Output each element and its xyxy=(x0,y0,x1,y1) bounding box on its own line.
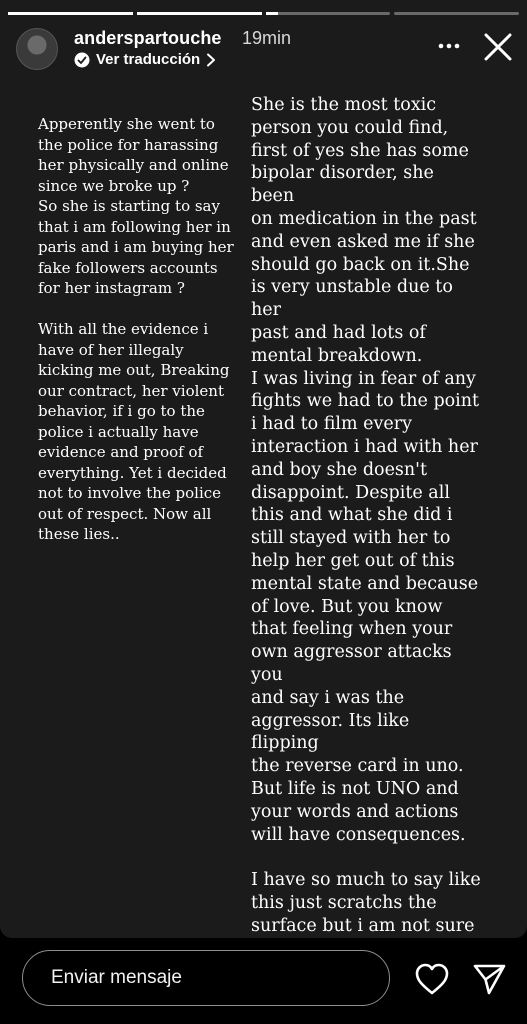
progress-segment xyxy=(266,12,391,15)
story-header xyxy=(16,26,515,74)
progress-segment xyxy=(137,12,262,15)
progress-segment xyxy=(8,12,133,15)
story-text-left: Apperently she went to the police for harassing her physically and online since we broke up ? So she is starting to say that i am following her in paris and i am buying her fake followers accounts for her instagram ? With all the evidence i have of her illegaly kicking me out, Breaking our contract, her violent behavior, if i go to the police i actually have evidence and proof of everything. Yet i decided not to involve the police out of respect. Now all these lies.. xyxy=(38,115,234,543)
story-text-right: She is the most toxic person you could find, first of yes she has some bipolar disorder, she been on medication in the past and even asked me if she should go back on it.She is very unstable due to her past and had lots of mental breakdown. I was living in fear of any fights we had to the point i had to film every interaction i had with her and boy she doesn't disappoint. Despite all this and what she did i still stayed with her to help her get out of this mental state and because of love. But you know that feeling when your own aggressor attacks you and say i was the aggressor. Its like flipping the reverse card in uno. But life is not UNO and your words and actions will have consequences. I have so much to say like this just scratchs the surface but i am not sure xyxy=(251,95,481,936)
translate-label: Ver traducción xyxy=(96,51,201,68)
translate-icon xyxy=(74,52,90,68)
chevron-right-icon xyxy=(206,53,216,67)
username[interactable]: anderspartouche xyxy=(74,28,222,48)
progress-segment xyxy=(394,12,519,15)
progress-fill xyxy=(137,12,262,15)
more-horizontal-icon[interactable] xyxy=(437,36,461,56)
story-progress xyxy=(8,12,519,15)
message-input[interactable] xyxy=(22,950,390,1006)
progress-fill xyxy=(8,12,133,15)
progress-fill xyxy=(266,12,278,15)
close-icon[interactable] xyxy=(481,30,515,64)
send-icon[interactable] xyxy=(471,962,507,996)
translate-button[interactable] xyxy=(74,51,216,68)
message-placeholder: Enviar mensaje xyxy=(51,967,182,988)
post-time: 19min xyxy=(242,28,292,48)
reply-bar xyxy=(0,938,527,1024)
heart-icon[interactable] xyxy=(414,962,450,996)
avatar[interactable] xyxy=(16,28,58,70)
